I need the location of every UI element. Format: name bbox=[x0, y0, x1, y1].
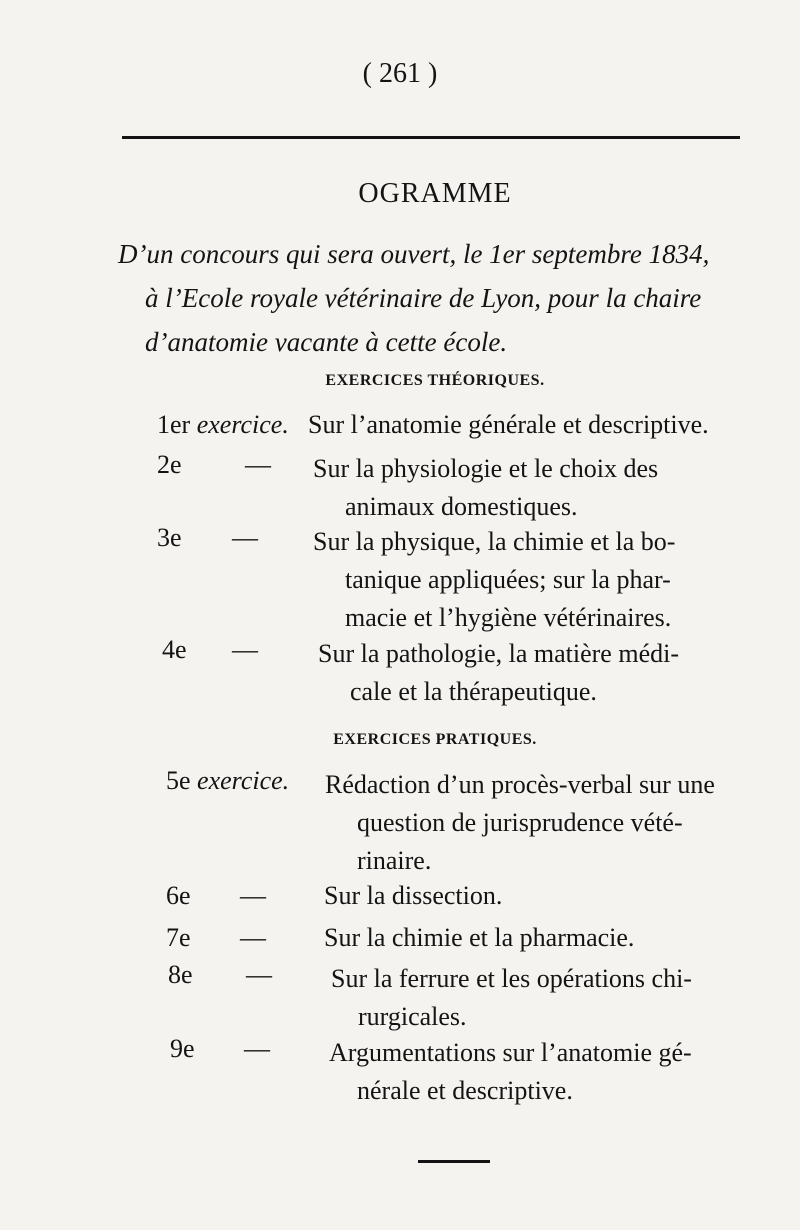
page-title: OGRAMME bbox=[358, 178, 512, 209]
exercise-line: Sur l’anatomie générale et descriptive. bbox=[308, 410, 709, 439]
exercise-line: cale et la thérapeutique. bbox=[350, 677, 597, 706]
intro-paragraph bbox=[118, 232, 758, 364]
exercise-line: Sur la dissection. bbox=[324, 881, 503, 910]
exercise-line: Sur la chimie et la pharmacie. bbox=[324, 923, 635, 952]
exercise-number: 6e bbox=[166, 881, 191, 910]
exercise-dash: — bbox=[245, 450, 271, 479]
exercise-dash: — bbox=[246, 960, 272, 989]
exercise-dash: — bbox=[232, 523, 258, 552]
exercise-dash: — bbox=[240, 923, 266, 952]
exercise-line: Argumentations sur l’anatomie gé- bbox=[329, 1038, 692, 1067]
intro-line: à l’Ecole royale vétérinaire de Lyon, pour la chaire bbox=[145, 283, 702, 313]
exercise-number: 1er exercice. bbox=[157, 410, 289, 439]
exercise-text bbox=[313, 450, 658, 526]
exercise-text bbox=[308, 410, 709, 440]
exercise-text bbox=[325, 766, 715, 880]
intro-line: D’un concours qui sera ouvert, le 1er septembre 1834, bbox=[118, 239, 710, 269]
exercise-dash: — bbox=[244, 1034, 270, 1063]
exercise-dash: — bbox=[240, 881, 266, 910]
exercise-line: rinaire. bbox=[357, 846, 432, 875]
exercise-line: nérale et descriptive. bbox=[357, 1076, 573, 1105]
exercise-line: animaux domestiques. bbox=[345, 492, 578, 521]
exercise-line: tanique appliquées; sur la phar- bbox=[345, 565, 671, 594]
exercise-number: 7e bbox=[166, 923, 191, 952]
exercise-line: question de jurisprudence vété- bbox=[357, 808, 683, 837]
exercise-number: 4e bbox=[162, 635, 187, 664]
exercise-text bbox=[313, 523, 675, 637]
section-heading-theoretical: EXERCICES THÉORIQUES. bbox=[325, 372, 545, 389]
exercise-line: Sur la ferrure et les opérations chi- bbox=[331, 964, 692, 993]
exercise-line: macie et l’hygiène vétérinaires. bbox=[345, 603, 672, 632]
footer-rule bbox=[418, 1160, 490, 1163]
exercise-text bbox=[318, 635, 679, 711]
exercise-text bbox=[324, 881, 502, 911]
exercise-number: 5e exercice. bbox=[166, 766, 290, 795]
page-number: ( 261 ) bbox=[362, 58, 438, 89]
exercise-dash: — bbox=[232, 635, 258, 664]
header-rule bbox=[122, 136, 740, 139]
exercise-line: Sur la pathologie, la matière médi- bbox=[318, 639, 679, 668]
intro-line: d’anatomie vacante à cette école. bbox=[145, 327, 508, 357]
exercise-text bbox=[331, 960, 692, 1036]
section-heading-practical: EXERCICES PRATIQUES. bbox=[333, 731, 537, 748]
exercise-line: rurgicales. bbox=[358, 1002, 467, 1031]
exercise-number: 3e bbox=[157, 523, 182, 552]
exercise-text bbox=[329, 1034, 692, 1110]
exercise-line: Sur la physique, la chimie et la bo- bbox=[313, 527, 676, 556]
exercise-number: 9e bbox=[170, 1034, 195, 1063]
exercise-number: 8e bbox=[168, 960, 193, 989]
exercise-text bbox=[324, 923, 634, 953]
exercise-line: Sur la physiologie et le choix des bbox=[313, 454, 659, 483]
exercise-number: 2e bbox=[157, 450, 182, 479]
exercise-line: Rédaction d’un procès-verbal sur une bbox=[325, 770, 715, 799]
